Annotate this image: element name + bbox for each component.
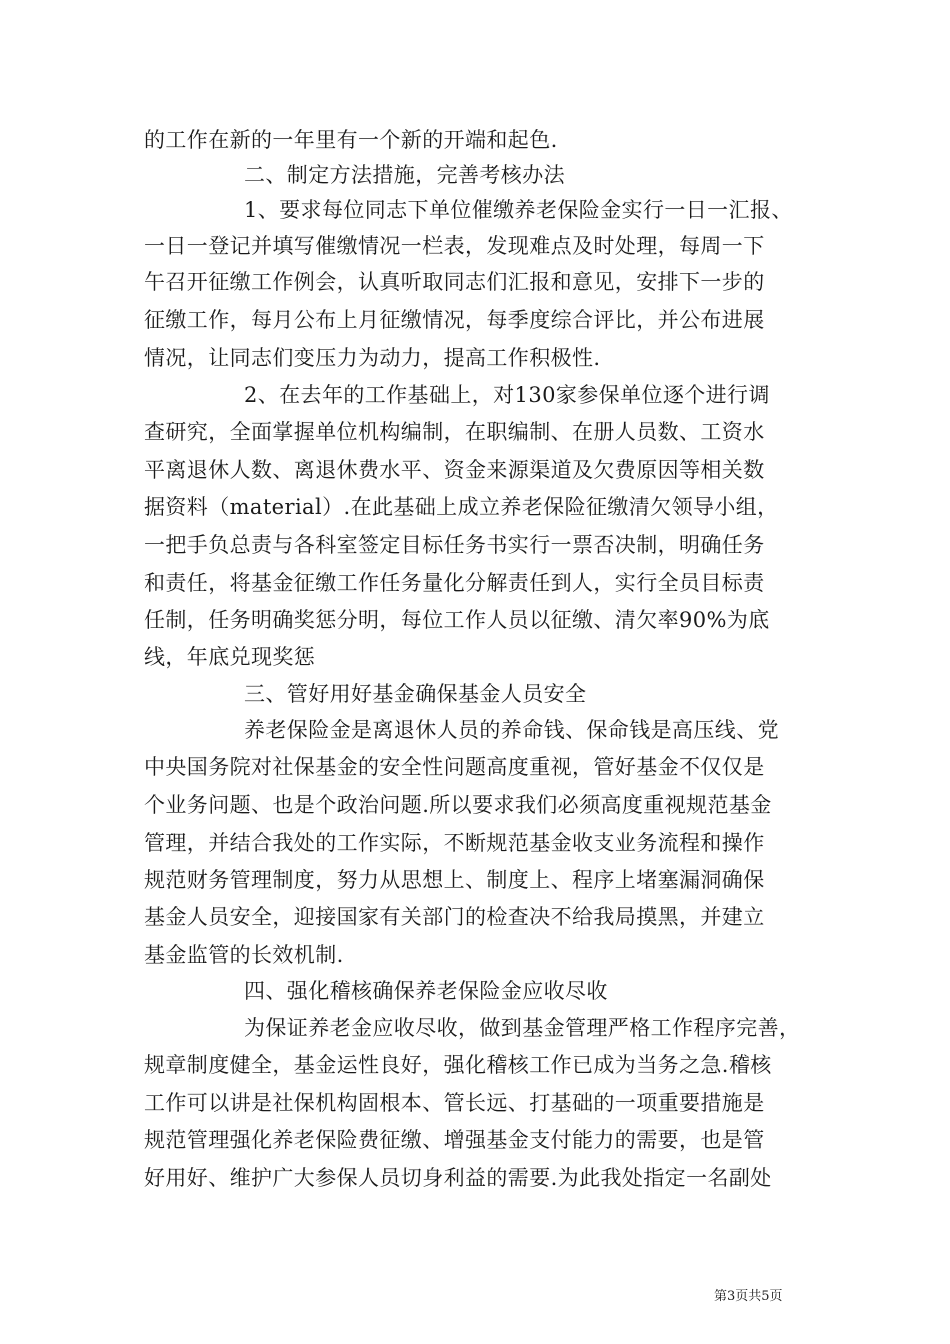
text-line: 和责任，将基金征缴工作任务量化分解责任到人，实行全员目标责 bbox=[144, 571, 765, 595]
text-line: 基金监管的长效机制. bbox=[144, 943, 344, 967]
text-line: 为保证养老金应收尽收，做到基金管理严格工作程序完善， bbox=[244, 1016, 801, 1040]
text-line: 征缴工作，每月公布上月征缴情况，每季度综合评比，并公布进展 bbox=[144, 308, 765, 332]
text-line: 规范财务管理制度，努力从思想上、制度上、程序上堵塞漏洞确保 bbox=[144, 868, 765, 892]
text-line: 个业务问题、也是个政治问题.所以要求我们必须高度重视规范基金 bbox=[144, 793, 772, 817]
text-line: 规范管理强化养老保险费征缴、增强基金支付能力的需要，也是管 bbox=[144, 1128, 765, 1152]
text-line: 一日一登记并填写催缴情况一栏表，发现难点及时处理，每周一下 bbox=[144, 234, 765, 258]
text-line: 好用好、维护广大参保人员切身利益的需要.为此我处指定一名副处 bbox=[144, 1166, 772, 1190]
text-line: 平离退休人数、离退休费水平、资金来源渠道及欠费原因等相关数 bbox=[144, 458, 765, 482]
section-heading: 四、强化稽核确保养老保险金应收尽收 bbox=[244, 979, 608, 1003]
section-heading: 二、制定方法措施，完善考核办法 bbox=[244, 163, 565, 187]
text-line: 基金人员安全，迎接国家有关部门的检查决不给我局摸黑，并建立 bbox=[144, 905, 765, 929]
text-line: 一把手负总责与各科室签定目标任务书实行一票否决制，明确任务 bbox=[144, 533, 765, 557]
text-line: 线，年底兑现奖惩 bbox=[144, 645, 316, 669]
text-line: 任制，任务明确奖惩分明，每位工作人员以征缴、清欠率90%为底 bbox=[144, 608, 770, 632]
section-heading: 三、管好用好基金确保基金人员安全 bbox=[244, 682, 587, 706]
text-line: 养老保险金是离退休人员的养命钱、保命钱是高压线、党 bbox=[244, 718, 779, 742]
text-line: 中央国务院对社保基金的安全性问题高度重视，管好基金不仅仅是 bbox=[144, 755, 765, 779]
text-line: 2、在去年的工作基础上，对130家参保单位逐个进行调 bbox=[244, 383, 770, 407]
text-line: 1、要求每位同志下单位催缴养老保险金实行一日一汇报、 bbox=[244, 198, 793, 222]
text-line: 规章制度健全，基金运性良好，强化稽核工作已成为当务之急.稽核 bbox=[144, 1053, 772, 1077]
text-line: 据资料（material）.在此基础上成立养老保险征缴清欠领导小组， bbox=[144, 495, 779, 519]
page-number-footer: 第3页共5页 bbox=[714, 1289, 783, 1304]
text-line: 工作可以讲是社保机构固根本、管长远、打基础的一项重要措施是 bbox=[144, 1091, 765, 1115]
text-line: 的工作在新的一年里有一个新的开端和起色. bbox=[144, 128, 558, 152]
text-line: 查研究，全面掌握单位机构编制，在职编制、在册人员数、工资水 bbox=[144, 420, 765, 444]
text-line: 管理，并结合我处的工作实际，不断规范基金收支业务流程和操作 bbox=[144, 831, 765, 855]
text-line: 情况，让同志们变压力为动力，提高工作积极性. bbox=[144, 346, 601, 370]
text-line: 午召开征缴工作例会，认真听取同志们汇报和意见，安排下一步的 bbox=[144, 270, 765, 294]
